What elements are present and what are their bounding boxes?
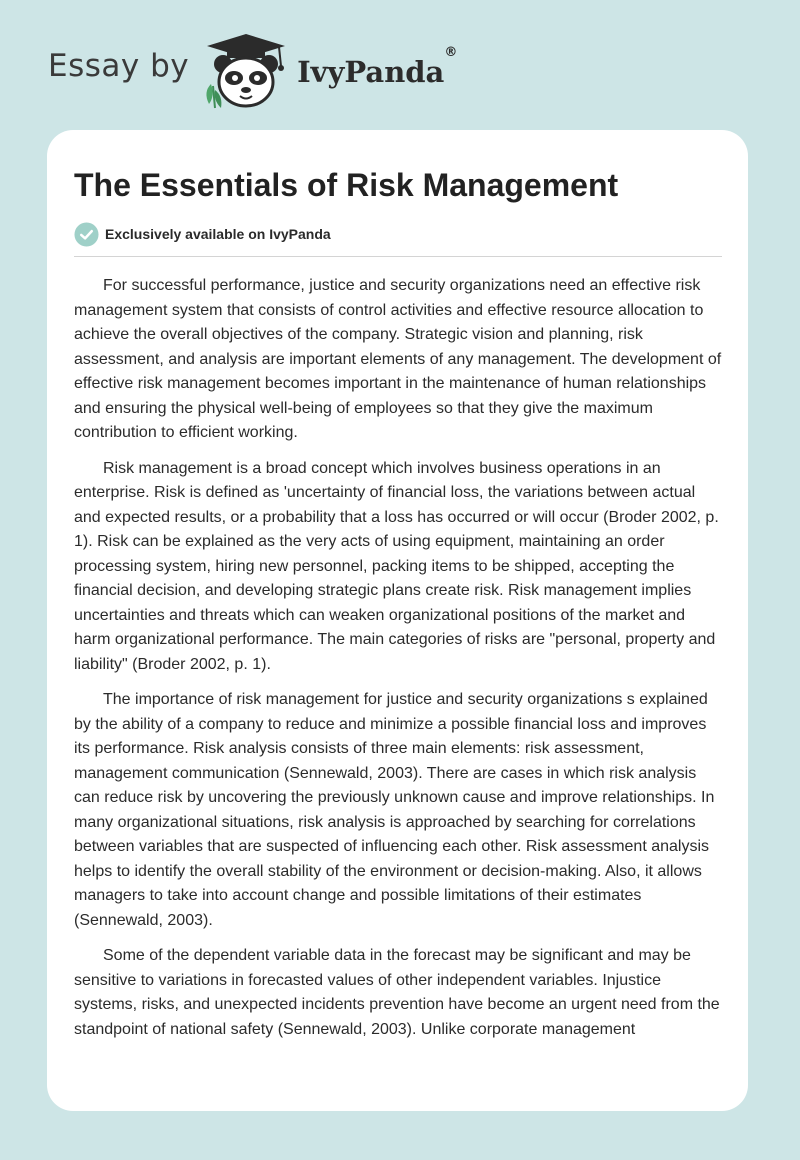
- essay-paragraph: For successful performance, justice and security organizations need an effective risk management system that consists of control activities and effective resource allocation to achieve the overall objectives of the company. Strategic vision and planning, risk assessment, and analysis are important elements of any management. The development of effective risk management becomes important in the maintenance of human relationships and ensuring the physical well-being of employees so that they give the maximum contribution to efficient working.: [74, 277, 722, 441]
- brand-name: IvyPanda®: [297, 45, 458, 89]
- exclusive-badge: [74, 221, 722, 247]
- essay-paragraph: Some of the dependent variable data in the forecast may be significant and may be sensitive to variations in forecasted values of other independent variables. Injustice systems, risks, and unexpected incidents prevention have become an urgent need from the standpoint of national safety (Sennewald, 2003). Unlike corporate management: [74, 947, 720, 1038]
- essay-card: [47, 130, 748, 1111]
- essay-paragraph: Risk management is a broad concept which involves business operations in an enterprise. Risk is defined as 'uncertainty of financial loss, the variations between actual and expected results, or a probability that a loss has occurred or will occur (Broder 2002, p. 1). Risk can be explained as the very acts of using equipment, maintaining an order processing system, hiring new personnel, packing items to be shipped, accepting the financial decision, and developing strategic plans create risk. Risk management implies uncertainties and threats which can weaken organizational positions of the market and harm organizational performance. The main categories of risks are "personal, property and liability" (Broder 2002, p. 1).: [74, 459, 719, 673]
- registered-mark: ®: [444, 45, 458, 60]
- site-header: [48, 30, 457, 110]
- page-title: The Essentials of Risk Management: [74, 167, 619, 203]
- essay-paragraph: The importance of risk management for justice and security organizations s explained by the ability of a company to reduce and minimize a possible financial loss and improves its performance. Risk analysis consists of three main elements: risk assessment, management communication (Sennewald, 2003). There are cases in which risk analysis can reduce risk by uncovering the previously unknown cause and improve relationships. In many organizational situations, risk analysis is approached by searching for correlations between variables that are suspected of influencing each other. Risk assessment analysis helps to identify the overall stability of the environment or decision-making. Also, it allows managers to take into account change and possible limitations of their estimates (Sennewald, 2003).: [74, 691, 715, 929]
- exclusive-badge-text: Exclusively available on IvyPanda: [105, 226, 331, 242]
- divider: [74, 256, 722, 257]
- panda-graduate-icon: [201, 30, 291, 110]
- essay-by-label: Essay by: [48, 48, 190, 84]
- essay-body: [74, 274, 722, 1042]
- check-circle-icon: [74, 222, 99, 247]
